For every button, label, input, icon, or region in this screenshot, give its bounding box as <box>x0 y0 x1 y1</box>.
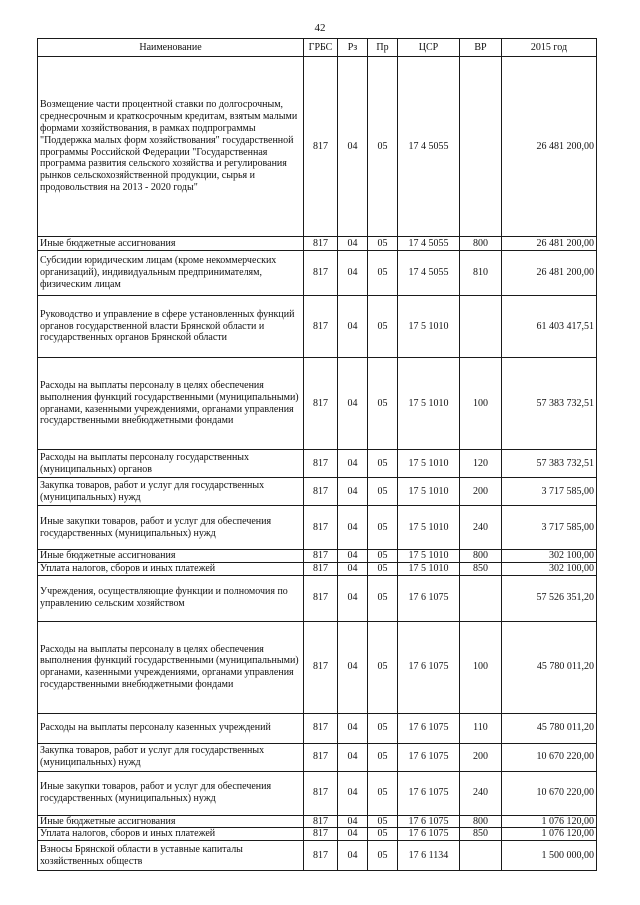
row-pr: 05 <box>368 562 398 575</box>
row-rz: 04 <box>338 743 368 771</box>
table-row <box>38 358 597 450</box>
row-amount: 26 481 200,00 <box>502 251 597 296</box>
row-grbs: 817 <box>304 575 338 621</box>
row-pr: 05 <box>368 828 398 841</box>
row-rz: 04 <box>338 296 368 358</box>
row-pr: 05 <box>368 815 398 828</box>
row-name: Учреждения, осуществляющие функции и полномочия по управлению сельским хозяйством <box>38 575 304 621</box>
row-vr <box>460 57 502 237</box>
row-grbs: 817 <box>304 713 338 743</box>
row-amount: 3 717 585,00 <box>502 478 597 506</box>
row-amount: 26 481 200,00 <box>502 237 597 251</box>
row-name: Возмещение части процентной ставки по долгосрочным, среднесрочным и краткосрочным кредитам, взятым малыми формами хозяйствования, в рамках подпрограммы "Поддержка малых форм хозяйствования" государственной программы Российской Федерации "Государственная программа развития сельского хозяйства и регулирования рынков сельскохозяйственной продукции, сырья и продовольствия на 2013 - 2020 годы" <box>38 57 304 237</box>
table-header-row <box>38 39 597 57</box>
row-vr: 800 <box>460 550 502 563</box>
row-pr: 05 <box>368 713 398 743</box>
table-row <box>38 550 597 563</box>
row-rz: 04 <box>338 771 368 815</box>
row-amount: 3 717 585,00 <box>502 506 597 550</box>
row-vr: 110 <box>460 713 502 743</box>
row-vr: 100 <box>460 358 502 450</box>
row-rz: 04 <box>338 506 368 550</box>
row-amount: 302 100,00 <box>502 562 597 575</box>
row-grbs: 817 <box>304 450 338 478</box>
row-name: Расходы на выплаты персоналу в целях обеспечения выполнения функций государственными (муниципальными) органами, казенными учреждениями, органами управления государственными внебюджетными фондами <box>38 621 304 713</box>
page-number: 42 <box>314 22 326 34</box>
row-amount: 1 076 120,00 <box>502 815 597 828</box>
row-grbs: 817 <box>304 358 338 450</box>
row-vr: 200 <box>460 478 502 506</box>
row-vr: 800 <box>460 815 502 828</box>
row-pr: 05 <box>368 237 398 251</box>
row-vr: 100 <box>460 621 502 713</box>
row-grbs: 817 <box>304 828 338 841</box>
row-grbs: 817 <box>304 296 338 358</box>
row-vr: 800 <box>460 237 502 251</box>
row-rz: 04 <box>338 251 368 296</box>
row-amount: 10 670 220,00 <box>502 743 597 771</box>
table-row <box>38 296 597 358</box>
row-vr: 850 <box>460 562 502 575</box>
table-row <box>38 815 597 828</box>
row-amount: 10 670 220,00 <box>502 771 597 815</box>
row-csr: 17 5 1010 <box>398 506 460 550</box>
row-rz: 04 <box>338 450 368 478</box>
row-csr: 17 4 5055 <box>398 251 460 296</box>
row-csr: 17 5 1010 <box>398 296 460 358</box>
table-row <box>38 771 597 815</box>
row-csr: 17 6 1075 <box>398 713 460 743</box>
row-amount: 57 383 732,51 <box>502 450 597 478</box>
row-name: Иные бюджетные ассигнования <box>38 237 304 251</box>
row-vr: 810 <box>460 251 502 296</box>
row-rz: 04 <box>338 550 368 563</box>
row-name: Расходы на выплаты персоналу в целях обеспечения выполнения функций государственными (муниципальными) органами, казенными учреждениями, органами управления государственными внебюджетными фондами <box>38 358 304 450</box>
row-name: Иные закупки товаров, работ и услуг для обеспечения государственных (муниципальных) нужд <box>38 771 304 815</box>
row-name: Иные бюджетные ассигнования <box>38 550 304 563</box>
table-row <box>38 562 597 575</box>
row-name: Руководство и управление в сфере установленных функций органов государственной власти Брянской области и государственных органов Брянской области <box>38 296 304 358</box>
row-csr: 17 6 1075 <box>398 771 460 815</box>
row-name: Иные бюджетные ассигнования <box>38 815 304 828</box>
row-amount: 26 481 200,00 <box>502 57 597 237</box>
row-csr: 17 6 1075 <box>398 828 460 841</box>
row-rz: 04 <box>338 621 368 713</box>
table-row <box>38 251 597 296</box>
row-grbs: 817 <box>304 841 338 871</box>
row-pr: 05 <box>368 57 398 237</box>
row-grbs: 817 <box>304 815 338 828</box>
header-year: 2015 год <box>502 39 597 57</box>
row-rz: 04 <box>338 562 368 575</box>
table-row <box>38 621 597 713</box>
row-amount: 61 403 417,51 <box>502 296 597 358</box>
row-csr: 17 6 1075 <box>398 743 460 771</box>
header-rz: Рз <box>338 39 368 57</box>
table-row <box>38 743 597 771</box>
header-csr: ЦСР <box>398 39 460 57</box>
table-row <box>38 575 597 621</box>
table-row <box>38 713 597 743</box>
row-rz: 04 <box>338 713 368 743</box>
row-rz: 04 <box>338 841 368 871</box>
header-vr: ВР <box>460 39 502 57</box>
row-pr: 05 <box>368 358 398 450</box>
budget-table <box>37 38 597 871</box>
row-amount: 57 526 351,20 <box>502 575 597 621</box>
row-name: Взносы Брянской области в уставные капиталы хозяйственных обществ <box>38 841 304 871</box>
table-row <box>38 841 597 871</box>
row-amount: 1 500 000,00 <box>502 841 597 871</box>
row-pr: 05 <box>368 550 398 563</box>
header-name: Наименование <box>38 39 304 57</box>
row-grbs: 817 <box>304 743 338 771</box>
row-name: Уплата налогов, сборов и иных платежей <box>38 828 304 841</box>
row-pr: 05 <box>368 575 398 621</box>
row-amount: 45 780 011,20 <box>502 621 597 713</box>
row-grbs: 817 <box>304 506 338 550</box>
row-pr: 05 <box>368 296 398 358</box>
row-rz: 04 <box>338 815 368 828</box>
row-csr: 17 6 1134 <box>398 841 460 871</box>
row-pr: 05 <box>368 478 398 506</box>
row-pr: 05 <box>368 450 398 478</box>
row-grbs: 817 <box>304 621 338 713</box>
table-row <box>38 57 597 237</box>
row-vr <box>460 841 502 871</box>
row-csr: 17 5 1010 <box>398 562 460 575</box>
row-rz: 04 <box>338 575 368 621</box>
row-amount: 57 383 732,51 <box>502 358 597 450</box>
row-name: Закупка товаров, работ и услуг для государственных (муниципальных) нужд <box>38 743 304 771</box>
row-name: Уплата налогов, сборов и иных платежей <box>38 562 304 575</box>
row-name: Иные закупки товаров, работ и услуг для обеспечения государственных (муниципальных) нужд <box>38 506 304 550</box>
table-row <box>38 450 597 478</box>
row-amount: 45 780 011,20 <box>502 713 597 743</box>
row-rz: 04 <box>338 358 368 450</box>
row-pr: 05 <box>368 771 398 815</box>
table-row <box>38 237 597 251</box>
row-csr: 17 5 1010 <box>398 478 460 506</box>
header-grbs: ГРБС <box>304 39 338 57</box>
row-pr: 05 <box>368 841 398 871</box>
row-csr: 17 5 1010 <box>398 450 460 478</box>
table-row <box>38 478 597 506</box>
row-grbs: 817 <box>304 771 338 815</box>
row-grbs: 817 <box>304 251 338 296</box>
row-grbs: 817 <box>304 57 338 237</box>
row-rz: 04 <box>338 478 368 506</box>
row-amount: 1 076 120,00 <box>502 828 597 841</box>
row-amount: 302 100,00 <box>502 550 597 563</box>
row-rz: 04 <box>338 237 368 251</box>
row-grbs: 817 <box>304 237 338 251</box>
row-vr: 240 <box>460 771 502 815</box>
row-name: Расходы на выплаты персоналу государственных (муниципальных) органов <box>38 450 304 478</box>
row-pr: 05 <box>368 743 398 771</box>
row-vr: 240 <box>460 506 502 550</box>
table-row <box>38 828 597 841</box>
row-csr: 17 4 5055 <box>398 237 460 251</box>
row-name: Субсидии юридическим лицам (кроме некоммерческих организаций), индивидуальным предпринимателям, физическим лицам <box>38 251 304 296</box>
row-vr: 200 <box>460 743 502 771</box>
row-vr: 850 <box>460 828 502 841</box>
row-csr: 17 4 5055 <box>398 57 460 237</box>
row-csr: 17 5 1010 <box>398 550 460 563</box>
row-name: Расходы на выплаты персоналу казенных учреждений <box>38 713 304 743</box>
row-csr: 17 6 1075 <box>398 621 460 713</box>
row-csr: 17 5 1010 <box>398 358 460 450</box>
row-name: Закупка товаров, работ и услуг для государственных (муниципальных) нужд <box>38 478 304 506</box>
header-pr: Пр <box>368 39 398 57</box>
table-row <box>38 506 597 550</box>
row-csr: 17 6 1075 <box>398 815 460 828</box>
row-vr <box>460 296 502 358</box>
row-grbs: 817 <box>304 550 338 563</box>
row-pr: 05 <box>368 506 398 550</box>
row-grbs: 817 <box>304 478 338 506</box>
row-csr: 17 6 1075 <box>398 575 460 621</box>
row-pr: 05 <box>368 621 398 713</box>
row-grbs: 817 <box>304 562 338 575</box>
row-pr: 05 <box>368 251 398 296</box>
row-vr: 120 <box>460 450 502 478</box>
row-rz: 04 <box>338 57 368 237</box>
row-vr <box>460 575 502 621</box>
row-rz: 04 <box>338 828 368 841</box>
